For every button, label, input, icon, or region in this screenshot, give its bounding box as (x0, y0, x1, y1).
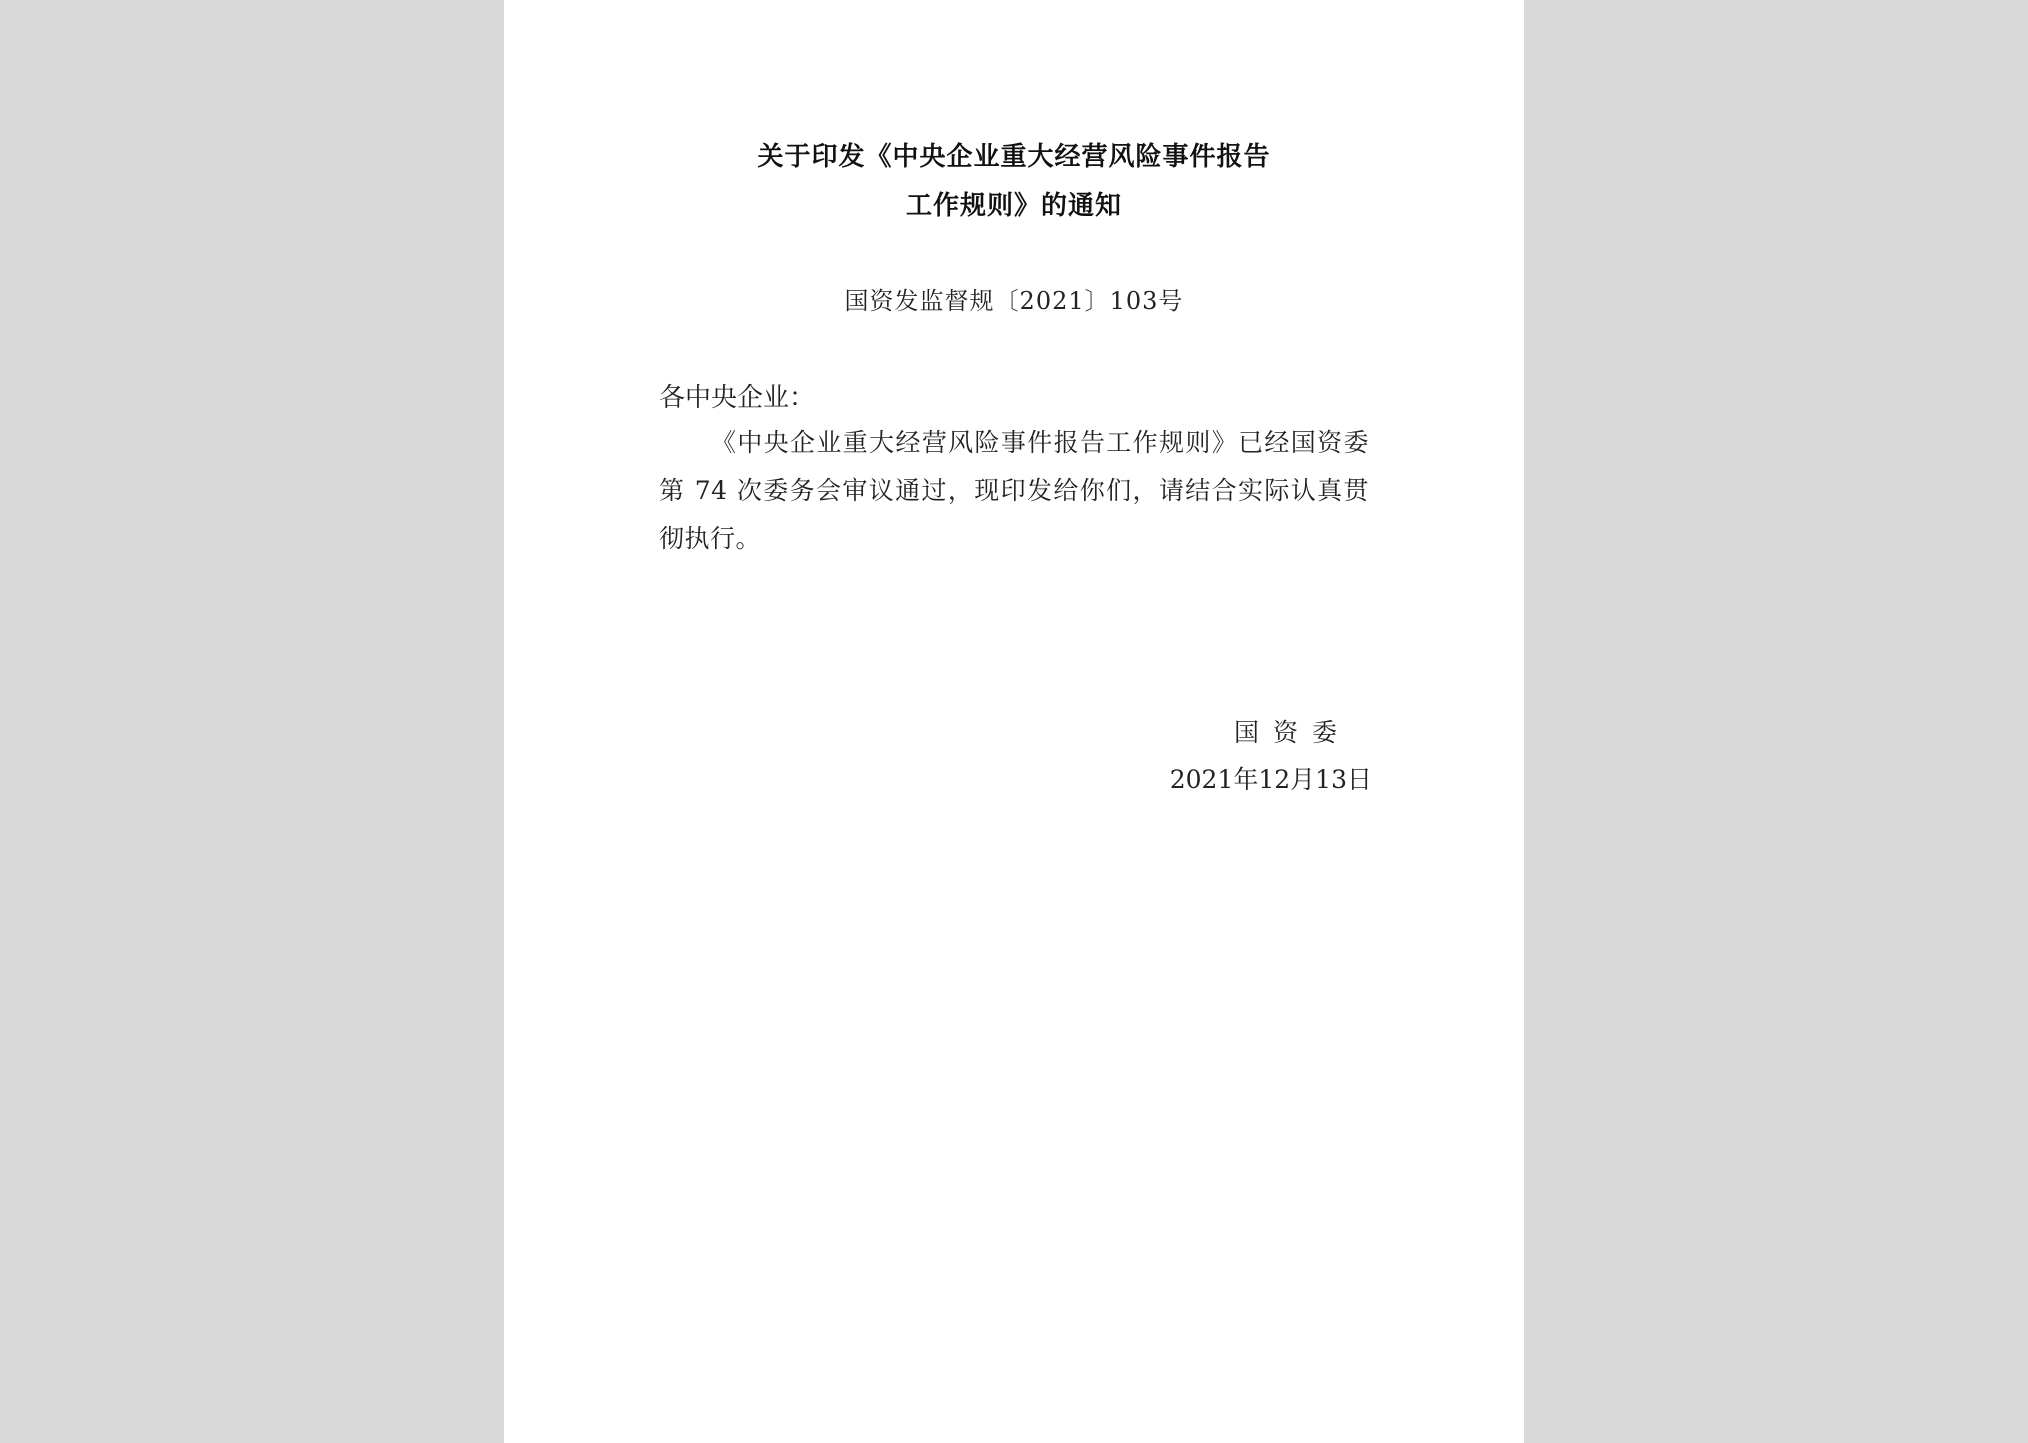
document-title-line-1: 关于印发《中央企业重大经营风险事件报告 (757, 142, 1271, 172)
document-title-line-2: 工作规则》的通知 (905, 191, 1122, 221)
document-number: 国资发监督规〔2021〕103号 (844, 287, 1184, 315)
issuer-signature: 国资委 (1234, 718, 1352, 747)
document-page (504, 0, 1524, 1443)
issue-date: 2021年12月13日 (1169, 765, 1372, 794)
body-paragraph: 《中央企业重大经营风险事件报告工作规则》已经国资委第 74 次委务会审议通过，现印发给你们，请结合实际认真贯彻执行。 (659, 428, 1369, 553)
salutation: 各中央企业： (659, 383, 816, 413)
